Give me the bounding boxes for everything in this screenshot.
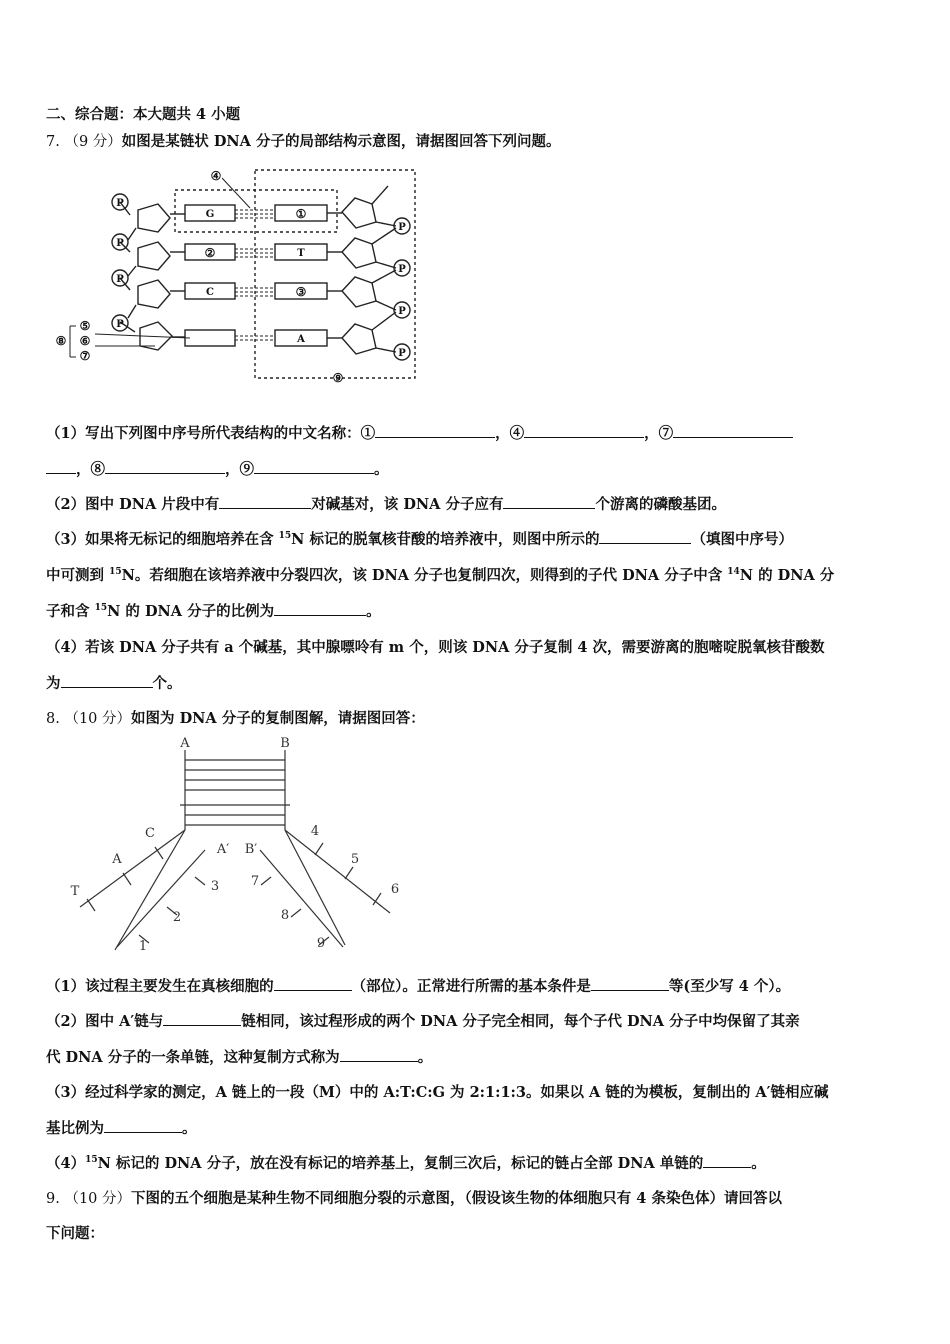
q7-sub2-text-c: 个游离的磷酸基团。 xyxy=(595,496,726,513)
q8-sub3-text-b: 基比例为 xyxy=(46,1120,104,1137)
q8-sub3-line2 xyxy=(46,1117,197,1138)
marker-1: ① xyxy=(295,207,307,221)
q7-sub1-text-b: ，④ xyxy=(495,425,525,442)
number-label-5: 5 xyxy=(350,852,360,867)
q7-sub4-line1: （4）若该 DNA 分子共有 a 个碱基，其中腺嘌呤有 m 个，则该 DNA 分子复制 4 次，需要游离的胞嘧啶脱氧核苷酸数 xyxy=(46,639,825,656)
q8-sub4-text-a: N 标记的 DNA 分子，放在没有标记的培养基上，复制三次后，标记的链占全部 DNA 单链的 xyxy=(97,1155,704,1172)
q8-sub1-text-b: （部位）。正常进行所需的基本条件是 xyxy=(351,978,591,995)
q7-sub3-text-c: （填图中序号） xyxy=(691,531,793,548)
answer-blank[interactable] xyxy=(163,1011,241,1026)
q7-sub3-text-d: 中可测到 xyxy=(46,567,110,584)
q7-sub1-text-a: （1）写出下列图中序号所代表结构的中文名称：① xyxy=(46,425,376,442)
q7-sub4-line2 xyxy=(46,672,182,693)
number-label-6: 6 xyxy=(390,882,400,897)
answer-blank[interactable] xyxy=(524,423,644,438)
marker-5: ⑤ xyxy=(79,319,91,333)
answer-blank[interactable] xyxy=(61,673,153,688)
marker-6: ⑥ xyxy=(79,334,91,348)
answer-blank[interactable] xyxy=(703,1153,751,1168)
q8-sub2-line1 xyxy=(46,1010,800,1031)
strand-label-b: B xyxy=(280,736,290,751)
answer-blank[interactable] xyxy=(340,1047,418,1062)
q7-stem: 如图是某链状 DNA 分子的局部结构示意图，请据图回答下列问题。 xyxy=(121,133,561,150)
q9-number: 9. xyxy=(46,1191,60,1207)
q7-sub3-text-i: 。 xyxy=(366,603,381,620)
phosphate-label: P xyxy=(116,238,124,249)
superscript: 15 xyxy=(94,603,108,614)
number-label-1: 1 xyxy=(138,939,148,954)
q7-sub4-text-c: 个。 xyxy=(152,675,182,692)
q8-stem-line xyxy=(46,707,425,728)
q7-sub3-text-h: N 的 DNA 分子的比例为 xyxy=(107,603,275,620)
answer-blank[interactable] xyxy=(274,976,352,991)
q8-sub2-line2 xyxy=(46,1046,432,1067)
q7-sub1-line2 xyxy=(46,458,389,479)
base-c-label: C xyxy=(206,287,214,298)
answer-blank[interactable] xyxy=(274,601,366,616)
strand-label-a-prime: A′ xyxy=(216,842,230,857)
q7-stem-line xyxy=(46,130,560,151)
marker-9: ⑨ xyxy=(332,371,344,385)
number-label-9: 9 xyxy=(316,936,326,951)
q8-sub4-text-b: 。 xyxy=(751,1155,766,1172)
number-label-4: 4 xyxy=(310,824,320,839)
strand-label-a: A xyxy=(180,736,190,751)
superscript: 15 xyxy=(85,1155,98,1166)
q7-sub3-text-g: 子和含 xyxy=(46,603,95,620)
phosphate-label: P xyxy=(398,264,406,275)
q7-sub3-text-e: N。若细胞在该培养液中分裂四次，该 DNA 分子也复制四次，则得到的子代 DNA 分子中含 xyxy=(121,567,728,584)
q8-sub2-text-b: 链相同，该过程形成的两个 DNA 分子完全相同，每个子代 DNA 分子中均保留了其亲 xyxy=(241,1013,800,1030)
marker-8: ⑧ xyxy=(55,334,67,348)
q7-sub1-text-f: 。 xyxy=(374,461,389,478)
q9-stem-line2: 下问题： xyxy=(46,1225,104,1242)
q7-sub2 xyxy=(46,493,726,514)
answer-blank[interactable] xyxy=(599,529,691,544)
marker-4: ④ xyxy=(210,169,222,183)
number-label-2: 2 xyxy=(172,910,182,925)
number-label-3: 3 xyxy=(210,879,220,894)
strand-label-b-prime: B′ xyxy=(244,842,258,857)
q8-sub2-text-a: （2）图中 A′链与 xyxy=(46,1013,164,1030)
q7-sub2-text-b: 对碱基对，该 DNA 分子应有 xyxy=(311,496,504,513)
phosphate-label: P xyxy=(398,306,406,317)
q8-sub1 xyxy=(46,975,790,996)
q9-stem: 下图的五个细胞是某种生物不同细胞分裂的示意图，（假设该生物的体细胞只有 4 条染色体）请回答以 xyxy=(131,1190,782,1207)
q7-sub1-text-d: ，⑧ xyxy=(76,461,105,478)
base-label: C xyxy=(145,826,155,841)
answer-blank[interactable] xyxy=(104,1118,182,1133)
answer-blank[interactable] xyxy=(254,459,374,474)
q8-sub4 xyxy=(46,1152,766,1173)
marker-7: ⑦ xyxy=(79,349,91,363)
q7-dna-structure-diagram xyxy=(50,160,420,390)
q7-number: 7. xyxy=(46,134,60,150)
q8-replication-diagram xyxy=(55,735,415,960)
phosphate-label: P xyxy=(116,274,124,285)
answer-blank[interactable] xyxy=(105,459,225,474)
q7-sub3-line2 xyxy=(46,564,834,585)
q7-sub3-line3 xyxy=(46,600,381,621)
q8-number: 8. xyxy=(46,711,60,727)
base-a-label: A xyxy=(297,334,305,345)
q8-sub4-prefix: （4） xyxy=(46,1155,86,1172)
superscript: 14 xyxy=(727,567,740,578)
q9-score: （10 分） xyxy=(64,1191,132,1207)
phosphate-label: P xyxy=(116,319,124,330)
q8-stem: 如图为 DNA 分子的复制图解，请据图回答： xyxy=(131,710,425,727)
q8-sub1-text-c: 等(至少写 4 个）。 xyxy=(668,978,791,995)
q8-sub3-line1: （3）经过科学家的测定，A 链上的一段（M）中的 A:T:C:G 为 2:1:1:3。如果以 A 链的为模板，复制出的 A′链相应碱 xyxy=(46,1084,829,1101)
base-label: A xyxy=(112,852,122,867)
answer-blank[interactable] xyxy=(503,494,595,509)
marker-2: ② xyxy=(204,246,216,260)
q7-sub3-text-f: N 的 DNA 分 xyxy=(739,567,835,584)
q7-sub1-line1 xyxy=(46,422,793,443)
phosphate-label: P xyxy=(398,222,406,233)
answer-blank[interactable] xyxy=(375,423,495,438)
answer-blank[interactable] xyxy=(46,459,76,474)
q7-sub3-line1 xyxy=(46,528,793,549)
q7-sub4-text-b: 为 xyxy=(46,675,61,692)
superscript: 15 xyxy=(278,531,292,542)
q8-sub2-text-c: 代 DNA 分子的一条单链，这种复制方式称为 xyxy=(46,1049,340,1066)
q7-score: （9 分） xyxy=(64,134,122,150)
answer-blank[interactable] xyxy=(673,423,793,438)
q8-sub3-text-c: 。 xyxy=(182,1120,197,1137)
superscript: 15 xyxy=(109,567,122,578)
answer-blank[interactable] xyxy=(591,976,669,991)
base-t-label: T xyxy=(297,248,305,259)
phosphate-label: P xyxy=(398,348,406,359)
q9-stem-line xyxy=(46,1187,782,1208)
number-label-8: 8 xyxy=(280,908,290,923)
base-g-label: G xyxy=(205,209,215,220)
base-label: T xyxy=(70,884,80,899)
q7-sub3-text-a: （3）如果将无标记的细胞培养在含 xyxy=(46,531,279,548)
q7-sub1-text-e: ，⑨ xyxy=(225,461,254,478)
q7-sub2-text-a: （2）图中 DNA 片段中有 xyxy=(46,496,220,513)
number-label-7: 7 xyxy=(250,874,260,889)
phosphate-label: P xyxy=(116,198,124,209)
q8-sub2-text-d: 。 xyxy=(417,1049,433,1066)
section-title: 二、综合题：本大题共 4 小题 xyxy=(46,106,241,123)
answer-blank[interactable] xyxy=(219,494,311,509)
q7-sub1-text-c: ，⑦ xyxy=(644,425,674,442)
q8-score: （10 分） xyxy=(64,711,132,727)
marker-3: ③ xyxy=(295,285,307,299)
q8-sub1-text-a: （1）该过程主要发生在真核细胞的 xyxy=(46,978,274,995)
q7-sub3-text-b: N 标记的脱氧核苷酸的培养液中，则图中所示的 xyxy=(291,531,600,548)
